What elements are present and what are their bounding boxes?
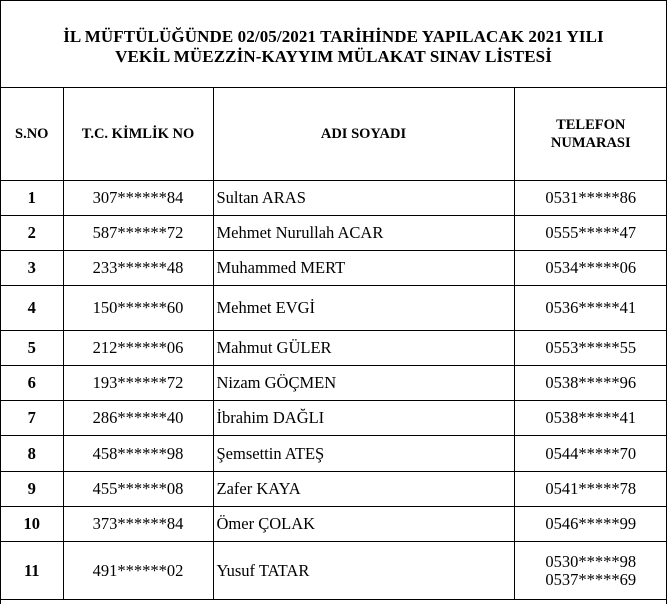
exam-list-table (1, 88, 667, 600)
table-row (1, 436, 667, 472)
table-header-row (1, 88, 667, 181)
phone-number: 0555*****47 (545, 223, 637, 242)
cell-sno: 5 (1, 331, 63, 366)
cell-sno: 7 (1, 401, 63, 436)
cell-sno: 3 (1, 251, 63, 286)
cell-phone (514, 366, 667, 401)
cell-name: Nizam GÖÇMEN (213, 366, 514, 401)
table-body (1, 181, 667, 600)
cell-sno: 1 (1, 181, 63, 216)
table-row (1, 366, 667, 401)
table-row (1, 472, 667, 507)
phone-number: 0534*****06 (545, 258, 637, 277)
table-row (1, 216, 667, 251)
cell-name: Muhammed MERT (213, 251, 514, 286)
cell-phone (514, 251, 667, 286)
phone-number: 0546*****99 (545, 514, 637, 533)
cell-phone (514, 286, 667, 331)
header-phone-line-1: TELEFON (556, 117, 626, 133)
cell-phone (514, 472, 667, 507)
cell-sno: 10 (1, 507, 63, 542)
phone-number: 0538*****41 (545, 408, 637, 427)
cell-phone (514, 181, 667, 216)
cell-sno: 8 (1, 436, 63, 472)
cell-phone (514, 436, 667, 472)
phone-number: 0538*****96 (545, 373, 637, 392)
cell-name: İbrahim DAĞLI (213, 401, 514, 436)
phone-number: 0536*****41 (545, 298, 637, 317)
title-line-2: VEKİL MÜEZZİN-KAYYIM MÜLAKAT SINAV LİSTESİ (115, 47, 552, 66)
cell-tc-kimlik: 150******60 (63, 286, 213, 331)
cell-tc-kimlik: 373******84 (63, 507, 213, 542)
cell-name: Mehmet EVGİ (213, 286, 514, 331)
cell-tc-kimlik: 458******98 (63, 436, 213, 472)
cell-tc-kimlik: 587******72 (63, 216, 213, 251)
header-sno: S.NO (1, 88, 63, 181)
cell-tc-kimlik: 233******48 (63, 251, 213, 286)
cell-name: Mehmet Nurullah ACAR (213, 216, 514, 251)
phone-number: 0541*****78 (545, 479, 637, 498)
cell-sno: 4 (1, 286, 63, 331)
phone-number: 0553*****55 (545, 338, 637, 357)
cell-name: Yusuf TATAR (213, 542, 514, 600)
cell-phone (514, 216, 667, 251)
cell-phone (514, 507, 667, 542)
cell-tc-kimlik: 307******84 (63, 181, 213, 216)
header-phone (514, 88, 667, 181)
cell-tc-kimlik: 286******40 (63, 401, 213, 436)
cell-tc-kimlik: 193******72 (63, 366, 213, 401)
cell-name: Ömer ÇOLAK (213, 507, 514, 542)
title-line-1: İL MÜFTÜLÜĞÜNDE 02/05/2021 TARİHİNDE YAPILACAK 2021 YILI (63, 27, 604, 46)
cell-tc-kimlik: 212******06 (63, 331, 213, 366)
cell-phone (514, 331, 667, 366)
phone-number: 0544*****70 (545, 443, 637, 463)
phone-number: 0530*****98 (545, 551, 637, 571)
cell-sno: 6 (1, 366, 63, 401)
cell-sno: 11 (1, 542, 63, 600)
cell-name: Mahmut GÜLER (213, 331, 514, 366)
cell-name: Zafer KAYA (213, 472, 514, 507)
table-row (1, 331, 667, 366)
cell-name: Sultan ARAS (213, 181, 514, 216)
header-name: ADI SOYADI (213, 88, 514, 181)
table-row (1, 542, 667, 600)
cell-sno: 9 (1, 472, 63, 507)
header-tc-kimlik: T.C. KİMLİK NO (63, 88, 213, 181)
cell-sno: 2 (1, 216, 63, 251)
table-row (1, 181, 667, 216)
table-row (1, 251, 667, 286)
table-row (1, 507, 667, 542)
table-row (1, 401, 667, 436)
table-row (1, 286, 667, 331)
document-title (1, 1, 666, 88)
header-phone-line-2: NUMARASI (550, 135, 631, 151)
cell-tc-kimlik: 455******08 (63, 472, 213, 507)
phone-number: 0537*****69 (545, 569, 637, 589)
cell-name: Şemsettin ATEŞ (213, 436, 514, 472)
cell-tc-kimlik: 491******02 (63, 542, 213, 600)
cell-phone (514, 401, 667, 436)
phone-number: 0531*****86 (545, 188, 637, 207)
cell-phone (514, 542, 667, 600)
